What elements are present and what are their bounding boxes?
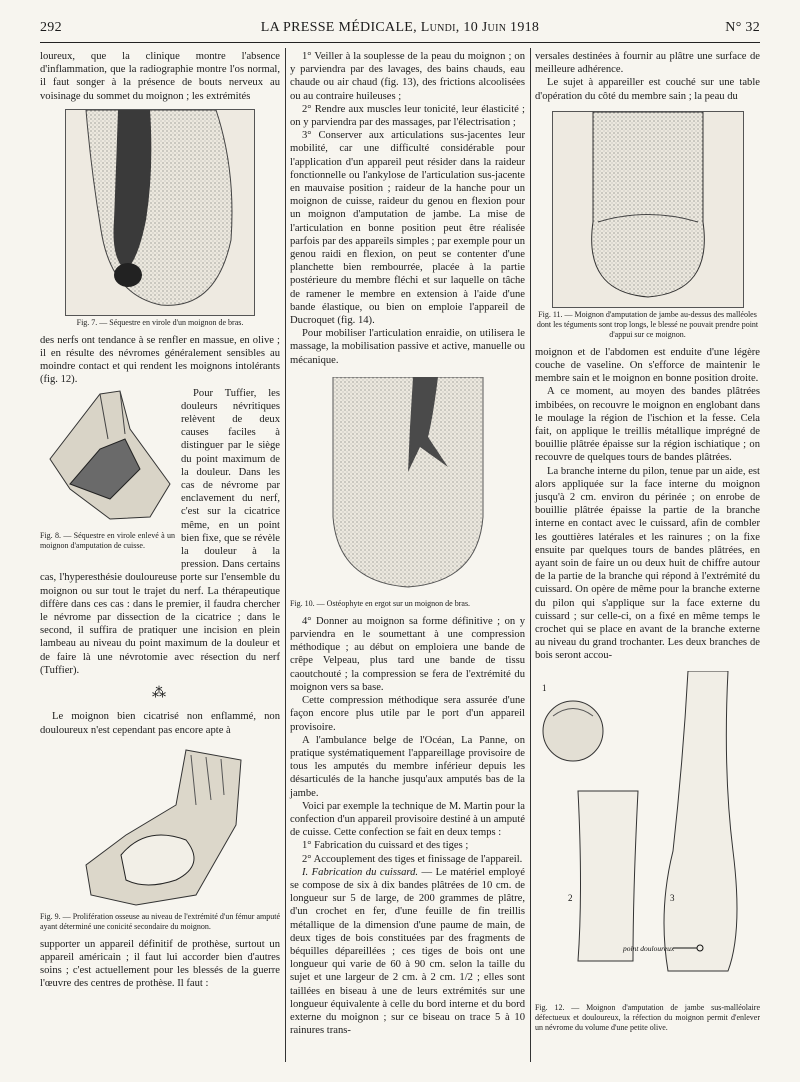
figure-12-point-label: point douloureux [622,943,674,953]
figure-9-caption: Fig. 9. — Prolifération osseuse au niveau de l'extrémité d'un fémur amputé ayant déterminé une conicité secondaire du moignon. [40,911,280,931]
figure-12 [538,671,758,1001]
figure-12-caption: Fig. 12. — Moignon d'amputation de jambe sus-malléolaire défectueux et douloureux, la réfection du moignon permit d'enlever un névrome du volume d'une petite olive. [535,1002,760,1032]
section-heading: I. Fabrication du cuissard. [302,866,419,878]
paragraph: 1° Veiller à la souplesse de la peau du moignon ; on y parviendra par des lavages, des bains chauds, eau chaude ou air chaud (fig. 13), des frictions alcoolisées ou au contraire huileuses ; [290,51,525,102]
column-3 [535,50,760,1039]
paragraph: Le sujet à appareiller est couché sur une table d'opération du côté du membre sain ; la peau du [535,77,760,102]
issue-number: N° 32 [725,20,760,35]
figure-12-label-2: 2 [567,892,572,903]
paragraph: Cette compression méthodique sera assurée d'une façon encore plus utile par le port d'un appareil provisoire. [290,695,525,733]
figure-7-caption: Fig. 7. — Séquestre en virole d'un moignon de bras. [76,317,244,327]
figure-11 [552,111,744,308]
figure-8 [40,389,175,557]
figure-8-caption: Fig. 8. — Séquestre en virole enlevé à un moignon d'amputation de cuisse. [40,530,175,550]
figure-7 [65,109,255,316]
paragraph: 4° Donner au moignon sa forme définitive ; on y parviendra en le soumettant à une compression méthodique ; au début on emploiera une bande de crêpe Velpeau, plus tard une bande de tissu caoutchouté ; la compression se fera de l'extrémité du moignon vers sa base. [290,615,525,693]
paragraph: 2° Rendre aux muscles leur tonicité, leur élasticité ; on y parviendra par des massages, par l'électrisation ; [290,103,525,129]
figure-10-caption: Fig. 10. — Ostéophyte en ergot sur un moignon de bras. [290,598,471,608]
column-1 [40,50,280,991]
figure-11-caption: Fig. 11. — Moignon d'amputation de jambe au-dessus des malléoles dont les téguments sont trop longs, le blessé ne pouvait prendre point d'appui sur ce moignon. [536,309,759,339]
column-divider-1 [285,48,286,1062]
paragraph: 1° Fabrication du cuissard et des tiges ; [302,840,469,852]
figure-9 [66,745,254,910]
paragraph: Pour Tuffier, les douleurs névritiques relèvent de deux causes faciles à distinguer par le siège du point maximum de la douleur. Dans les cas de névrome par enclavement du nerf, c'est sur la cicatrice même, en un point bien fixe, que se révèle la douleur à la pression. Dans certains cas, l'hyperesthésie douloureuse porte sur l'ensemble du moignon ou sur tout le trajet du nerf. La thérapeutique diffère dans ces cas : dans le premier, il faudra chercher le névrome par dissection de la cicatrice ; dans le second, il suffira de pratiquer une incision en plein lambeau au niveau du point maximum de la douleur et de faire là une névrotomie avec résection du nerf (Tuffier). [40,387,280,676]
paragraph: Le moignon bien cicatrisé non enflammé, non douloureux n'est cependant pas encore apte à [40,711,280,736]
paragraph: 2° Accouplement des tiges et finissage de l'appareil. [302,853,523,865]
page-header [40,20,760,42]
paragraph: Voici par exemple la technique de M. Martin pour la confection d'un appareil provisoire destiné à un amputé de cuisse. Cette confection se fait en deux temps : [290,800,525,839]
column-2 [290,50,525,1037]
paragraph: supporter un appareil définitif de prothèse, surtout un appareil américain ; il faut lui accorder bien d'autres soins ; c'est actuellement pour les blessés de la guerre l'œuvre des centres de prothèse. Il faut : [40,938,280,990]
paragraph: A ce moment, au moyen des bandes plâtrées imbibées, on recouvre le moignon en englobant dans le moulage la région de l'ischion et la fesse. Cela fait, on applique le treillis métallique imprégné de bouillie plâtrée épaisse sur la région ischiatique ; on recouvre de quelques tours de bandes plâtrées. [535,386,760,464]
figure-10 [328,377,488,597]
section-separator: ⁂ [152,686,168,702]
paragraph: des nerfs ont tendance à se renfler en massue, en olive ; il en résulte des névromes généralement sensibles au moindre contact et qui rendent les moignons intolérants (fig. 12). [40,334,280,386]
paragraph: I. Fabrication du cuissard. — Le matériel employé se compose de six à dix bandes plâtrées de 10 cm. de longueur sur 5 de large, de 200 grammes de plâtre, d'un crochet en fer, d'une feuille de fin treillis métallique de la dimension d'une paume de main, de deux tiges de bois constituées par des fragments de béquilles dépareillées ; ces tiges de bois ont une longueur qui varie de 60 à 90 cm. selon la taille du sujet et une largeur de 2 cm. à 2 cm. 1/2 ; elles sont taillées en biseau à une de leurs extrémités sur une longueur équivalente à celle du bord interne et du bord externe du moignon ; sur ce biseau on trace 5 à 10 rainures trans- [290,866,526,1037]
page-number: 292 [40,20,62,35]
figure-12-label-1: 1 [541,682,546,693]
journal-title: LA PRESSE MÉDICALE, Lundi, 10 Juin 1918 [260,20,540,35]
paragraph: versales destinées à fournir au plâtre une surface de meilleure adhérence. [535,51,760,76]
header-rule [40,42,760,43]
paragraph: La branche interne du pilon, tenue par un aide, est alors appliquée sur la face interne du moignon jusqu'à 2 cm. environ du périnée ; on enrobe de bouillie plâtrée épaisse la partie de la branche interne en contact avec le cuissard, afin de combler les gouttières latérales et les rainures ; on la fixe ensuite par quelques tours de bandes plâtrées, en ayant soin de faire un ou deux huit de chiffre autour de la partie de la branche qui répond à l'extrémité du cuissard. On opère de même pour la branche externe du pilon qui s'applique sur la face externe du cuissard ; sur celle-ci, on a fixé en même temps le crochet qui se place en avant de la branche externe au niveau du grand trochanter. Les deux branches de bois seront accou- [535,465,760,662]
paragraph: Pour mobiliser l'articulation enraidie, on utilisera le massage, la mobilisation passive et active, manuelle ou mécanique. [290,328,525,366]
column-divider-2 [530,48,531,1062]
paragraph: moignon et de l'abdomen est enduite d'une légère couche de vaseline. On s'efforce de maintenir le membre sain et le moignon en bonne position droite. [535,346,760,385]
figure-12-label-3: 3 [669,892,674,903]
paragraph: A l'ambulance belge de l'Océan, La Panne, on pratique systématiquement l'appareillage provisoire de tous les amputés du membre inférieur depuis les désarticulés de la hanche jusqu'aux amputés bas de la jambe. [290,734,525,799]
paragraph: 3° Conserver aux articulations sus-jacentes leur mobilité, car une difficulté considérable pour l'application d'un appareil peut résider dans la raideur fonctionnelle ou l'ankylose de l'articulation sus-jacente en mauvaise position ; raideur de la hanche pour un moignon de cuisse, raideur du genou en flexion pour un moignon d'amputation de jambe. La mise de l'articulation en bonne position peut être réalisée parfois par des appareils simples ; par exemple pour un genou raidi en flexion, on peut se contenter d'une planchette bien rembourrée, placée à la partie postérieure du membre fléchi et sur laquelle on tâche de ramener le membre en extension à l'aide d'une bande élastique, ou bien on emploie l'appareil de Ducroquet (fig. 14). [290,130,525,327]
paragraph: loureux, que la clinique montre l'absence d'inflammation, que la radiographie montre l'os normal, il faut songer à la présence de bouts nerveux au voisinage du sommet du moignon ; les extrémités [40,51,280,102]
